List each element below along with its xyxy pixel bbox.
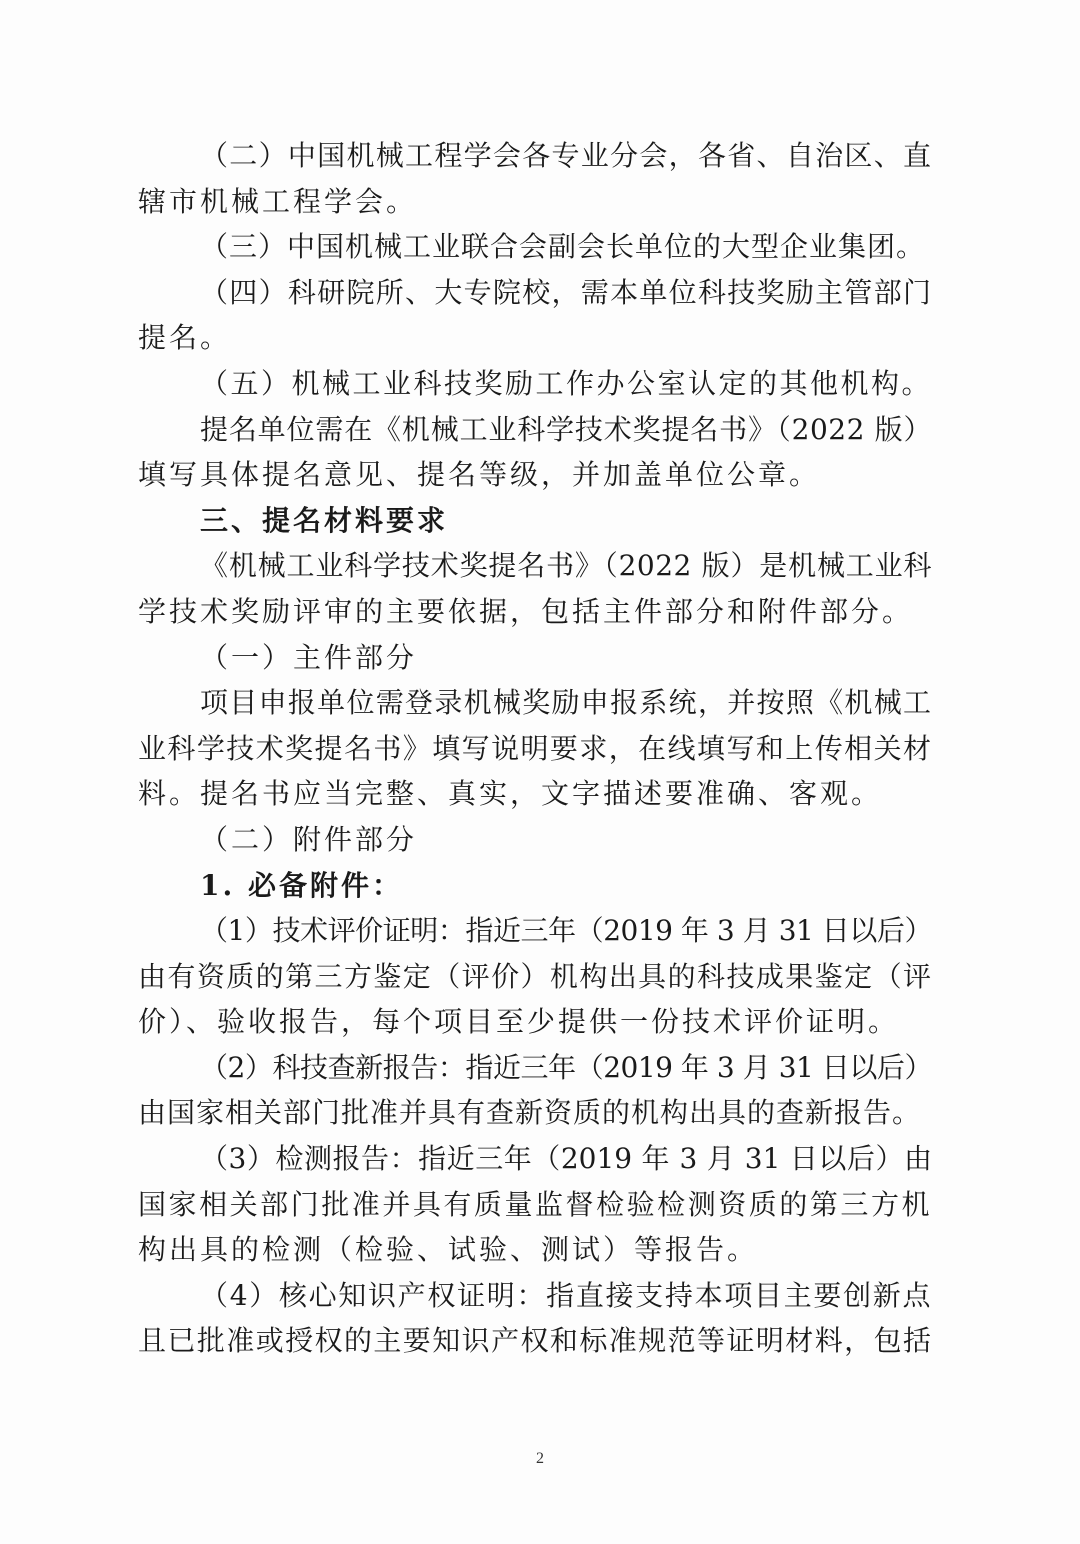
paragraph-line: （四）科研院所、大专院校，需本单位科技奖励主管部门 [200,275,932,309]
paragraph-line: 国家相关部门批准并具有质量监督检验检测资质的第三方机 [138,1187,932,1221]
subsection-heading: （二）附件部分 [200,822,418,856]
item-heading: 1. 必备附件： [200,868,403,902]
paragraph-line: 提名。 [138,321,232,355]
paragraph-line: 由有资质的第三方鉴定（评价）机构出具的科技成果鉴定（评 [138,959,932,993]
paragraph-line: 填写具体提名意见、提名等级，并加盖单位公章。 [138,458,821,492]
section-heading: 三、提名材料要求 [200,503,449,537]
paragraph-line: 项目申报单位需登录机械奖励申报系统，并按照《机械工 [200,686,932,720]
paragraph-line: 且已批准或授权的主要知识产权和标准规范等证明材料，包括 [138,1324,932,1358]
paragraph-line: （1）技术评价证明：指近三年（2019 年 3 月 31 日以后） [200,914,932,948]
paragraph-line: （五）机械工业科技奖励工作办公室认定的其他机构。 [200,366,933,400]
paragraph-line: 学技术奖励评审的主要依据，包括主件部分和附件部分。 [138,594,914,628]
paragraph-line: 价）、验收报告，每个项目至少提供一份技术评价证明。 [138,1005,900,1039]
paragraph-line: （3）检测报告：指近三年（2019 年 3 月 31 日以后）由 [200,1142,932,1176]
paragraph-line: 构出具的检测（检验、试验、测试）等报告。 [138,1233,759,1267]
document-body [138,133,932,1364]
paragraph-line: 业科学技术奖提名书》填写说明要求，在线填写和上传相关材 [138,731,932,765]
page-number: 2 [536,1450,544,1467]
paragraph-line: （2）科技查新报告：指近三年（2019 年 3 月 31 日以后） [200,1050,932,1084]
paragraph-line: 料。提名书应当完整、真实，文字描述要准确、客观。 [138,777,883,811]
subsection-heading: （一）主件部分 [200,640,418,674]
paragraph-line: （4）核心知识产权证明：指直接支持本项目主要创新点 [200,1278,932,1312]
paragraph-line: （三）中国机械工业联合会副会长单位的大型企业集团。 [200,230,926,264]
paragraph-line: 由国家相关部门批准并具有查新资质的机构出具的查新报告。 [138,1096,922,1130]
paragraph-line: （二）中国机械工程学会各专业分会，各省、自治区、直 [200,139,932,172]
paragraph-line: 《机械工业科学技术奖提名书》（2022 版）是机械工业科 [200,549,932,583]
paragraph-line: 辖市机械工程学会。 [138,184,418,218]
paragraph-line: 提名单位需在《机械工业科学技术奖提名书》（2022 版） [200,412,932,446]
